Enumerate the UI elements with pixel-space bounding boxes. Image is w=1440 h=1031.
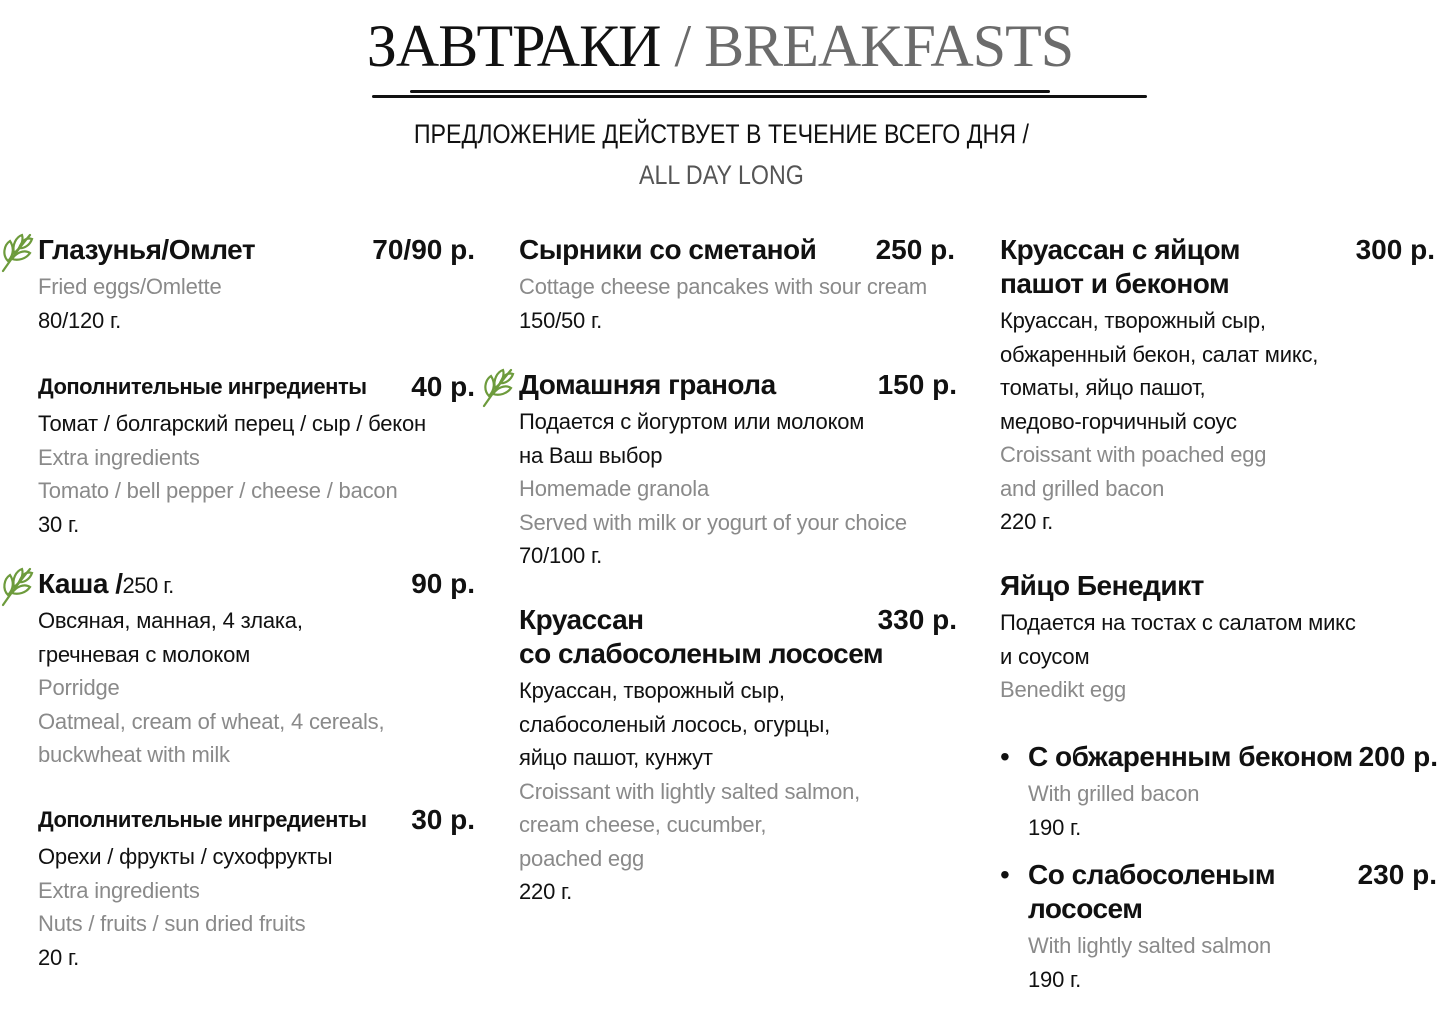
item-weight: 250 г.	[122, 573, 174, 598]
menu-item	[38, 370, 475, 541]
item-description: слабосоленый лосось, огурцы,	[519, 711, 831, 737]
menu-item	[1000, 569, 1435, 707]
item-description: Овсяная, манная, 4 злака,	[38, 608, 303, 633]
item-description: обжаренный бекон, салат микс,	[1000, 341, 1319, 367]
item-price: 230 р.	[1357, 859, 1437, 890]
item-description-en: Nuts / fruits / sun dried fruits	[38, 911, 306, 936]
item-title: лососем	[1028, 893, 1143, 924]
item-description-en: and grilled bacon	[1000, 475, 1165, 501]
item-description-en: Croissant with poached egg	[1000, 442, 1267, 467]
leaf-icon	[0, 231, 36, 273]
item-description: Круассан, творожный сыр,	[519, 678, 785, 703]
item-description: и соусом	[1000, 643, 1090, 669]
item-price: 90 р.	[411, 568, 475, 599]
title-underline	[410, 90, 1050, 93]
item-description: 30 г.	[38, 511, 80, 537]
item-description: на Ваш выбор	[519, 442, 663, 468]
item-description-en: Extra ingredients	[38, 444, 200, 470]
item-title: Домашняя гранола	[519, 369, 776, 400]
item-description: Томат / болгарский перец / сыр / бекон	[38, 411, 426, 436]
item-title: Дополнительные ингредиенты	[38, 807, 367, 832]
title-underline-2	[372, 95, 1147, 98]
item-description-en: Benedikt egg	[1000, 677, 1127, 702]
item-title: Глазунья/Омлет	[38, 234, 256, 265]
item-description: 150/50 г.	[519, 307, 603, 333]
item-description: медово-горчичный соус	[1000, 408, 1237, 434]
item-description-en: Porridge	[38, 675, 120, 700]
item-price: 330 р.	[877, 604, 957, 635]
item-description: томаты, яйцо пашот,	[1000, 375, 1206, 400]
menu-title	[0, 12, 1440, 81]
item-price: 200 р.	[1358, 741, 1438, 772]
item-description: 80/120 г.	[38, 307, 122, 333]
item-description: Круассан, творожный сыр,	[1000, 308, 1266, 333]
title-en: / BREAKFASTS	[674, 13, 1074, 79]
menu-item	[38, 803, 475, 974]
menu-item	[38, 567, 475, 772]
item-title: Дополнительные ингредиенты	[38, 374, 367, 399]
item-title: пашот и беконом	[1000, 268, 1230, 299]
item-description-en: With lightly salted salmon	[1028, 933, 1272, 958]
item-description-en: Cottage cheese pancakes with sour cream	[519, 274, 927, 299]
item-description-en: Croissant with lightly salted salmon,	[519, 778, 861, 804]
item-title: со слабосоленым лососем	[519, 638, 884, 669]
item-description-en: cream cheese, cucumber,	[519, 812, 767, 837]
item-description-en: With grilled bacon	[1028, 781, 1200, 806]
item-description-en: Oatmeal, cream of wheat, 4 cereals,	[38, 708, 385, 734]
menu-item	[38, 233, 475, 337]
subtitle-ru: ПРЕДЛОЖЕНИЕ ДЕЙСТВУЕТ В ТЕЧЕНИЕ ВСЕГО ДНЯ /	[413, 119, 1029, 149]
item-price: 250 р.	[875, 234, 955, 265]
item-description-en: Tomato / bell pepper / cheese / bacon	[38, 478, 398, 503]
menu-item	[519, 233, 955, 337]
item-description: 190 г.	[1028, 966, 1082, 992]
item-title: С обжаренным беконом	[1028, 741, 1353, 772]
item-price: 300 р.	[1355, 234, 1435, 265]
item-description-en: buckwheat with milk	[38, 742, 230, 767]
item-description: Подается на тостах с салатом микс	[1000, 610, 1356, 635]
item-price: 40 р.	[411, 371, 475, 402]
bullet-icon: •	[1000, 741, 1010, 772]
menu-item	[519, 368, 957, 573]
item-description: 220 г.	[1000, 509, 1054, 534]
item-description-en: Homemade granola	[519, 476, 710, 501]
item-description-en: Extra ingredients	[38, 877, 200, 903]
item-title: Яйцо Бенедикт	[1000, 570, 1204, 601]
item-description: 20 г.	[38, 944, 80, 970]
item-description: 190 г.	[1028, 814, 1082, 840]
item-description: 220 г.	[519, 879, 573, 904]
menu-item	[1000, 858, 1437, 996]
item-description: Подается с йогуртом или молоком	[519, 409, 865, 434]
item-title: Круассан	[519, 604, 644, 635]
item-description: Орехи / фрукты / сухофрукты	[38, 844, 333, 869]
menu-item	[1000, 233, 1435, 539]
item-description-en: poached egg	[519, 845, 645, 871]
item-price: 70/90 р.	[372, 234, 475, 265]
subtitle-en: ALL DAY LONG	[639, 160, 804, 190]
item-description-en: Fried eggs/Omlette	[38, 274, 222, 299]
bullet-icon: •	[1000, 859, 1010, 890]
menu-item	[519, 603, 957, 909]
item-price: 150 р.	[877, 369, 957, 400]
leaf-icon	[481, 366, 517, 408]
leaf-icon	[0, 565, 36, 607]
item-price: 30 р.	[411, 804, 475, 835]
title-ru: ЗАВТРАКИ	[366, 13, 661, 79]
item-description: гречневая с молоком	[38, 641, 251, 667]
item-description: 70/100 г.	[519, 543, 603, 568]
item-description-en: Served with milk or yogurt of your choice	[519, 509, 907, 535]
item-title: Круассан с яйцом	[1000, 234, 1240, 265]
item-title: Сырники со сметаной	[519, 234, 817, 265]
item-title: Каша /250 г.	[38, 568, 174, 599]
item-title: Со слабосоленым	[1028, 859, 1276, 890]
item-description: яйцо пашот, кунжут	[519, 745, 713, 770]
menu-item	[1000, 740, 1438, 844]
